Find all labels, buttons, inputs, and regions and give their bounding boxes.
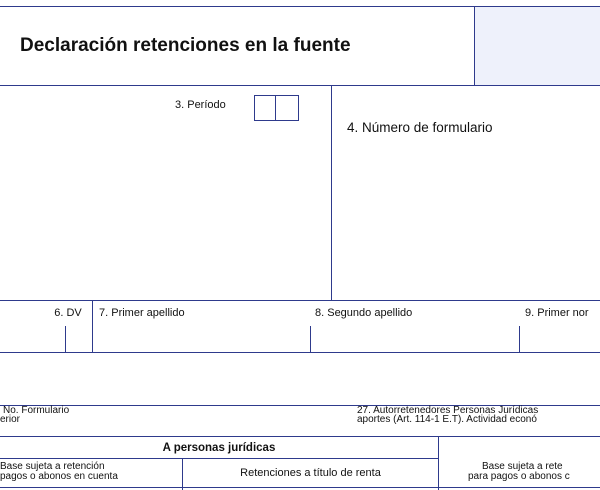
header-divider	[474, 6, 475, 85]
header-top-rule	[0, 6, 600, 7]
autorretenedores-line1: 27. Autorretenedores Personas Jurídicas	[357, 405, 539, 416]
formulario-divider	[331, 85, 332, 300]
primer-nombre-label: 9. Primer nor	[525, 307, 589, 319]
table-col3-line2: para pagos o abonos c	[468, 471, 570, 482]
header-shaded-box	[475, 7, 600, 85]
periodo-digit-1[interactable]	[254, 95, 276, 121]
periodo-digit-2[interactable]	[275, 95, 299, 121]
table-group-header: A personas jurídicas	[162, 442, 276, 454]
table-group-rule	[0, 458, 438, 459]
table-group-divider	[438, 436, 439, 490]
table-col1-line1: Base sujeta a retención	[0, 461, 105, 472]
formulario-anterior-line1: No. Formulario	[3, 405, 70, 416]
formulario-anterior-line2: erior	[0, 414, 21, 425]
dv-divider	[92, 300, 93, 352]
table-col1-line2: pagos o abonos en cuenta	[0, 471, 118, 482]
formulario-label: 4. Número de formulario	[347, 120, 493, 135]
identification-bottom-rule	[0, 352, 600, 353]
dv-label: 6. DV	[54, 307, 82, 319]
segundo-apellido-tick	[310, 326, 311, 352]
segundo-apellido-label: 8. Segundo apellido	[315, 307, 413, 319]
form-title: Declaración retenciones en la fuente	[20, 35, 351, 56]
header-bottom-rule	[0, 85, 600, 86]
autorretenedores-line2: aportes (Art. 114-1 E.T). Actividad econó	[357, 414, 537, 425]
periodo-label: 3. Período	[175, 99, 226, 111]
primer-nombre-tick	[519, 326, 520, 352]
table-top-rule	[0, 436, 600, 437]
table-bottom-rule	[0, 487, 600, 488]
dv-left-tick	[65, 326, 66, 352]
primer-apellido-label: 7. Primer apellido	[99, 307, 185, 319]
table-col3-line1: Base sujeta a rete	[482, 461, 563, 472]
table-col2-label: Retenciones a título de renta	[240, 467, 381, 479]
identification-top-rule	[0, 300, 600, 301]
